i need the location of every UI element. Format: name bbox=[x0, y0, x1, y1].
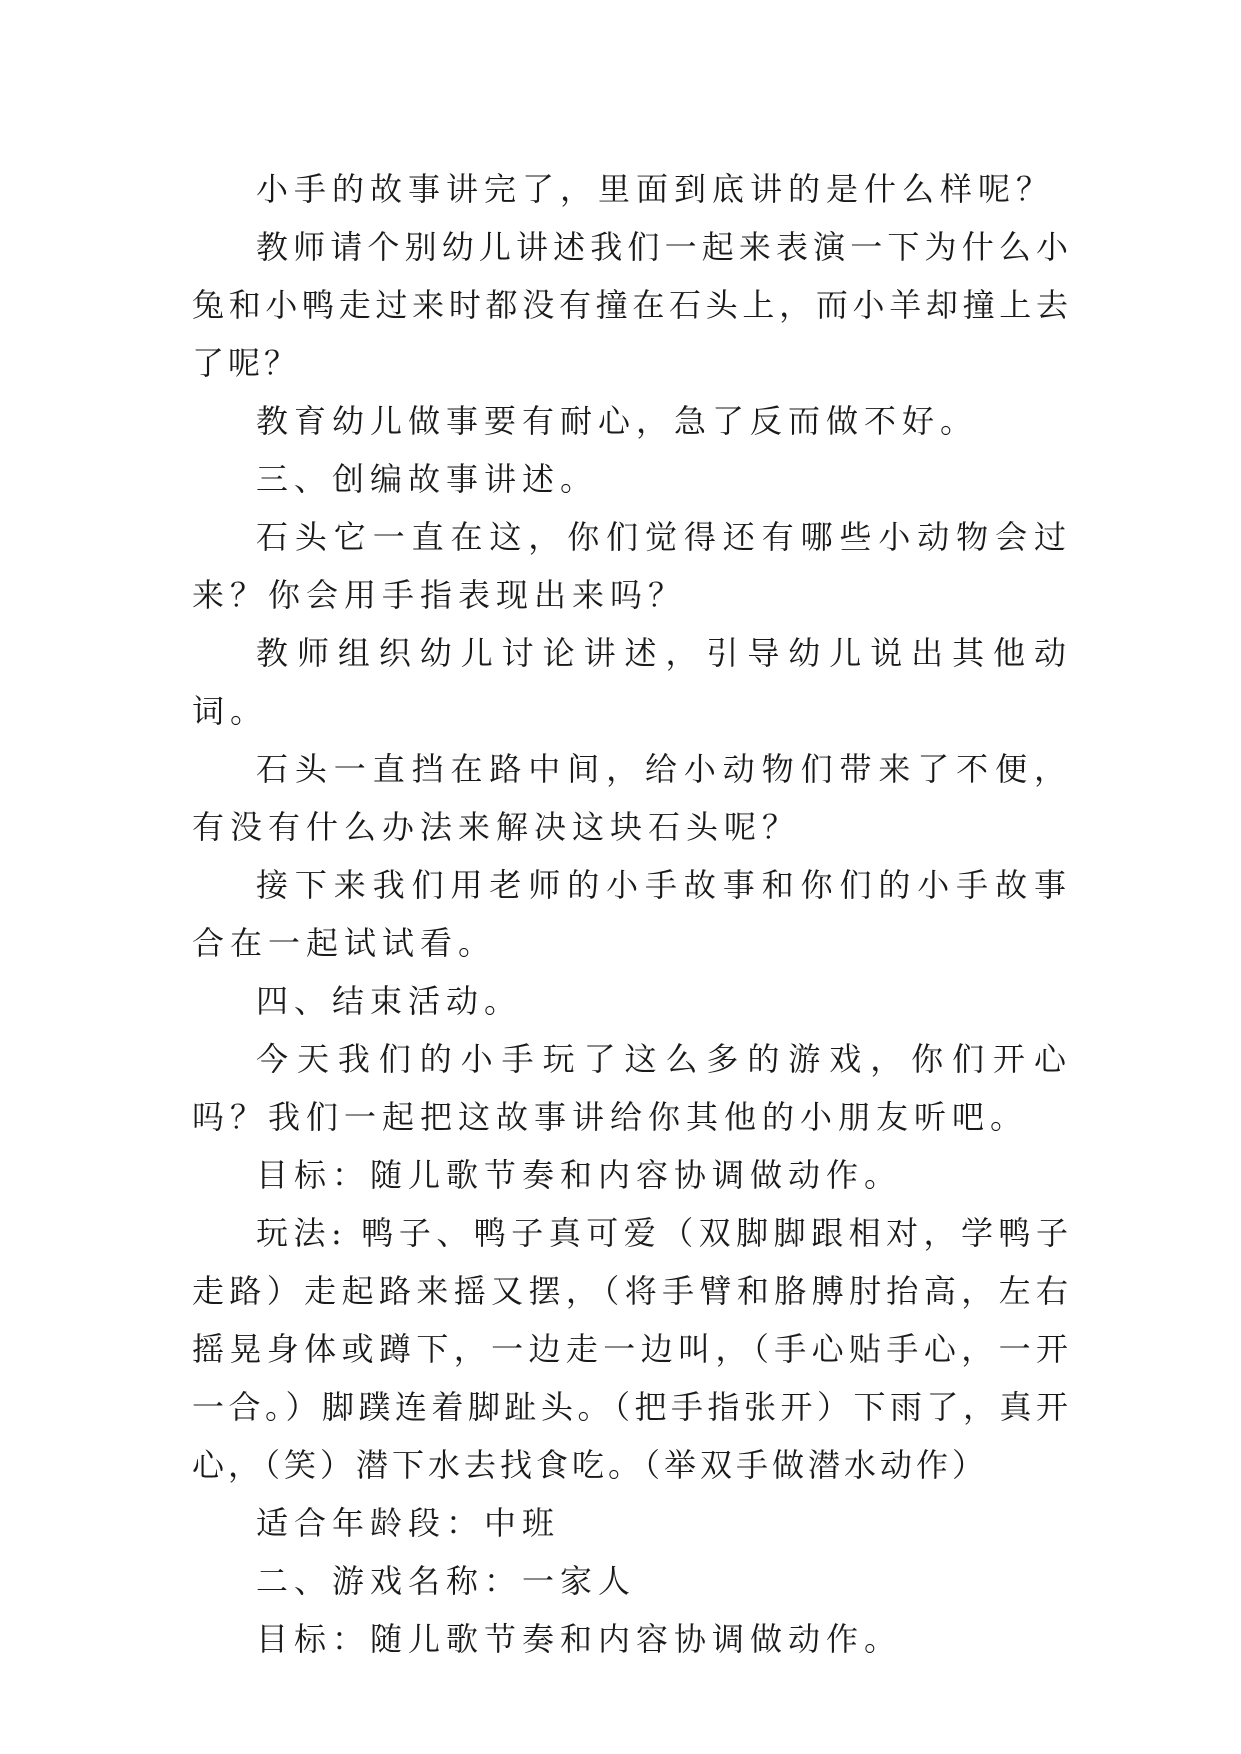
paragraph: 石头一直挡在路中间，给小动物们带来了不便，有没有什么办法来解决这块石头呢？ bbox=[192, 750, 1072, 846]
paragraph: 教育幼儿做事要有耐心，急了反而做不好。 bbox=[256, 402, 979, 440]
paragraph: 今天我们的小手玩了这么多的游戏，你们开心吗？我们一起把这故事讲给你其他的小朋友听吧。 bbox=[192, 1040, 1072, 1136]
paragraph: 教师组织幼儿讨论讲述，引导幼儿说出其他动词。 bbox=[192, 634, 1072, 730]
document-body bbox=[192, 160, 1072, 1668]
paragraph: 教师请个别幼儿讲述我们一起来表演一下为什么小兔和小鸭走过来时都没有撞在石头上，而小羊却撞上去了呢？ bbox=[192, 228, 1072, 382]
paragraph: 目标：随儿歌节奏和内容协调做动作。 bbox=[256, 1156, 903, 1194]
paragraph: 目标：随儿歌节奏和内容协调做动作。 bbox=[256, 1620, 903, 1658]
paragraph: 石头它一直在这，你们觉得还有哪些小动物会过来？你会用手指表现出来吗？ bbox=[192, 518, 1072, 614]
section-heading: 四、结束活动。 bbox=[256, 982, 523, 1020]
paragraph: 玩法: 鸭子、鸭子真可爱（双脚脚跟相对，学鸭子走路）走起路来摇又摆，（将手臂和胳膊肘抬高，左右摇晃身体或蹲下，一边走一边叫，（手心贴手心，一开一合。）脚蹼连着脚趾头。（把手指张开）下雨了，真开心，（笑）潜下水去找食吃。（举双手做潜水动作） bbox=[192, 1214, 1072, 1484]
paragraph: 小手的故事讲完了，里面到底讲的是什么样呢？ bbox=[256, 170, 1055, 208]
section-heading: 三、创编故事讲述。 bbox=[256, 460, 599, 498]
section-heading: 二、游戏名称：一家人 bbox=[256, 1562, 637, 1600]
paragraph: 接下来我们用老师的小手故事和你们的小手故事合在一起试试看。 bbox=[192, 866, 1072, 962]
paragraph: 适合年龄段：中班 bbox=[256, 1504, 561, 1542]
